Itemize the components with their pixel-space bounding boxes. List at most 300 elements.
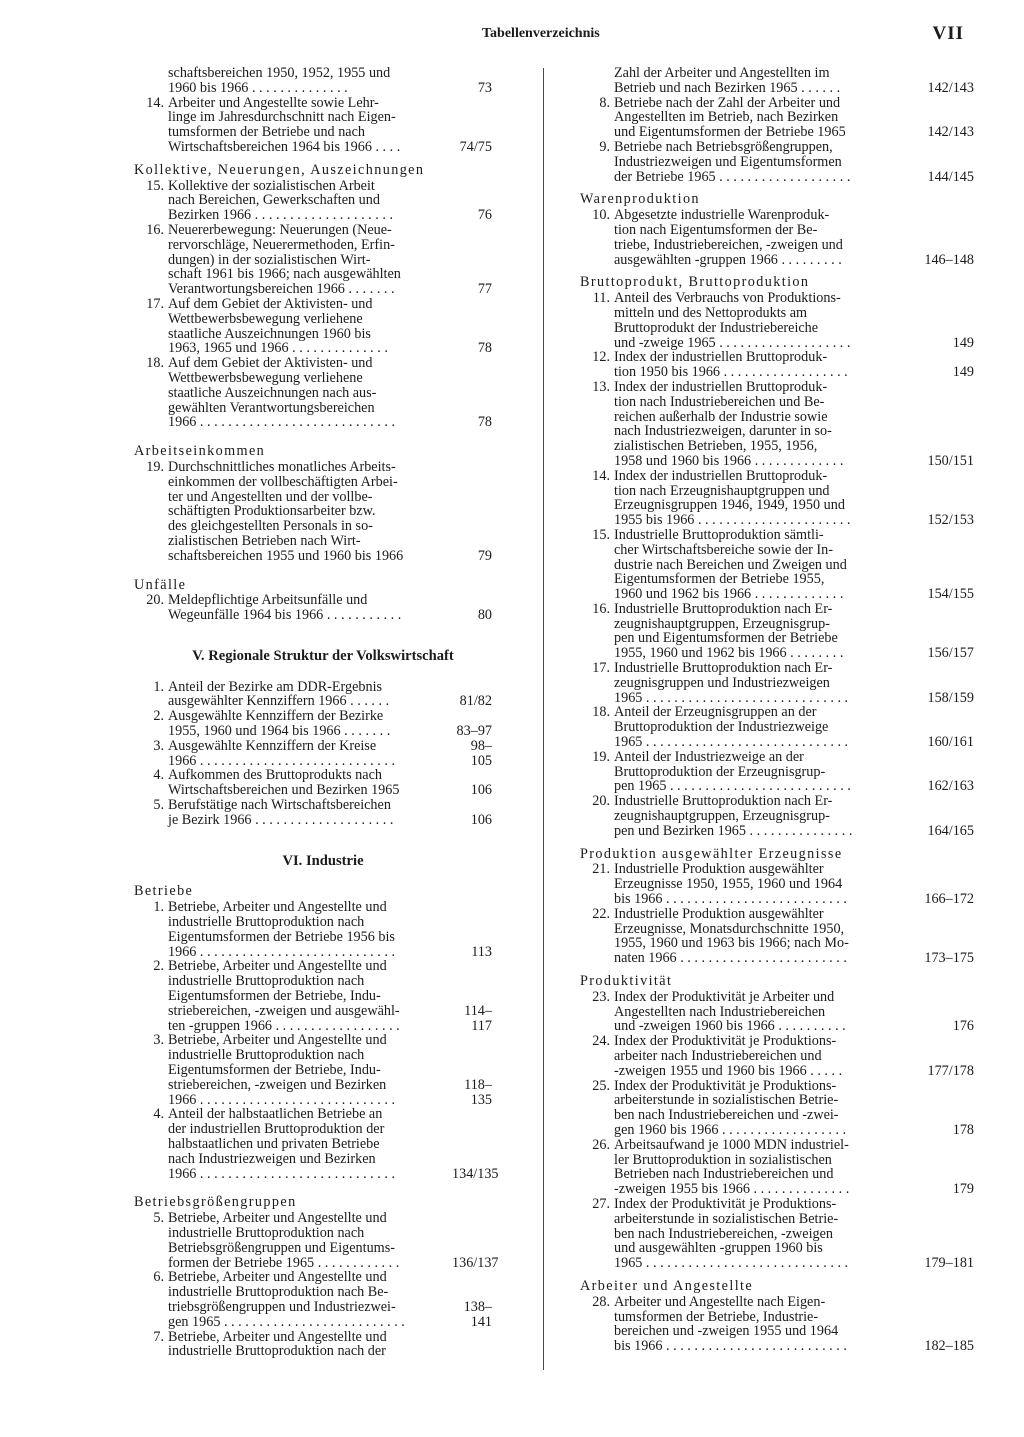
entry-title-line: Industriezweigen und Eigentumsformen [614, 153, 842, 170]
entry-title-line: industrielle Bruttoproduktion nach Be- [168, 1284, 389, 1301]
entry-title-line: reichen außerhalb der Industrie sowie [614, 408, 828, 425]
entry-number: 1. [153, 678, 164, 695]
entry-title-line: ten -gruppen 1966 . . . . . . . . . . . . . . . . . . [168, 1017, 400, 1034]
entry-title-line: Ausgewählte Kennziffern der Kreise [168, 737, 377, 754]
entry-title [614, 1197, 914, 1271]
entry-number: 20. [592, 793, 610, 810]
entry-page-number: 142/143 [927, 79, 974, 96]
entry-title-line: Index der Produktivität je Produktions- [614, 1077, 837, 1094]
entry-title-line: staatliche Auszeichnungen nach aus- [168, 384, 377, 401]
entry-title-line: 1955, 1960 und 1964 bis 1966 . . . . . . . [168, 723, 391, 740]
entry-title [614, 705, 914, 749]
entry-page-number: 164/165 [927, 822, 974, 839]
toc-entry [580, 907, 974, 966]
entry-title-line: tumsformen der Betriebe, Industrie- [614, 1308, 819, 1325]
entry-title-line: Betriebe, Arbeiter und Angestellte und [168, 1032, 387, 1049]
toc-entry [580, 750, 974, 794]
entry-page-number: 77 [477, 281, 492, 298]
entry-title [168, 66, 448, 96]
entry-title-line: Industrielle Produktion ausgewählter [614, 861, 824, 878]
entry-title-line: 1960 bis 1966 . . . . . . . . . . . . . . [168, 79, 348, 96]
entry-title [614, 661, 914, 705]
entry-title-line: tion 1950 bis 1966 . . . . . . . . . . . . . . . . . . [614, 364, 848, 381]
entry-number: 15. [592, 526, 610, 543]
entry-title [614, 602, 914, 661]
entry-number: 2. [153, 958, 164, 975]
entry-title-line: striebereichen, -zweigen und Bezirken [168, 1076, 387, 1093]
entry-title-line: Eigentumsformen der Betriebe, Indu- [168, 988, 381, 1005]
entry-title-line: pen und Bezirken 1965 . . . . . . . . . . . . . . . [614, 822, 853, 839]
entry-title-line: ben nach Industriebereichen, -zweigen [614, 1225, 834, 1242]
entry-page-number: 81/82 [459, 693, 492, 710]
entry-title-line: Arbeiter und Angestellte sowie Lehr- [168, 94, 379, 111]
toc-entry [580, 1079, 974, 1138]
entry-title [614, 291, 914, 350]
entry-title-line: industrielle Bruttoproduktion nach [168, 914, 365, 931]
entry-title [614, 750, 914, 794]
entry-page-number: 182–185 [924, 1338, 974, 1355]
entry-title [614, 350, 914, 380]
entry-title-line: Verantwortungsbereichen 1966 . . . . . . . [168, 281, 395, 298]
entry-number: 9. [599, 138, 610, 155]
entry-title-line: naten 1966 . . . . . . . . . . . . . . . . . . . . . . . . [614, 950, 847, 967]
toc-entry [580, 794, 974, 838]
section-heading: Betriebsgrößengruppen [134, 1194, 297, 1211]
entry-title [168, 1270, 448, 1329]
toc-entry [134, 460, 492, 564]
entry-title-line: Index der Produktivität je Arbeiter und [614, 988, 835, 1005]
entry-page-number: 80 [477, 607, 492, 624]
entry-number: 19. [146, 458, 164, 475]
entry-title [168, 768, 448, 798]
entry-title-line: industrielle Bruttoproduktion nach [168, 973, 365, 990]
entry-page-number: 118–135 [464, 1076, 492, 1108]
entry-title [168, 900, 448, 959]
entry-title [614, 1079, 914, 1138]
entry-title-line: Betriebe, Arbeiter und Angestellte und [168, 1328, 387, 1345]
toc-entry [134, 1210, 499, 1271]
entry-title-line: -zweigen 1955 bis 1966 . . . . . . . . . . . . . . [614, 1181, 850, 1198]
entry-page-number: 166–172 [924, 891, 974, 908]
toc-entry [580, 1197, 974, 1271]
entry-title-line: tion nach Eigentumsformen der Be- [614, 221, 818, 238]
entry-title-line: Durchschnittliches monatliches Arbeits- [168, 458, 396, 475]
entry-title [168, 593, 448, 623]
entry-title-line: Abgesetzte industrielle Warenproduk- [614, 207, 830, 224]
entry-title-line: Industrielle Bruttoproduktion nach Er- [614, 660, 833, 677]
section-heading: Arbeitseinkommen [134, 443, 266, 460]
toc-entry [134, 959, 492, 1033]
entry-title-line: 1965 . . . . . . . . . . . . . . . . . . . . . . . . . . . . . [614, 689, 849, 706]
section-heading: Produktivität [580, 973, 673, 990]
entry-page-number: 149 [952, 364, 974, 381]
entry-title-line: Betrieb und nach Bezirken 1965 . . . . . . [614, 79, 841, 96]
entry-title-line: Anteil der Bezirke am DDR-Ergebnis [168, 678, 383, 695]
entry-title-line: Eigentumsformen der Betriebe 1955, [614, 571, 825, 588]
entry-title-line: zeugnisgruppen und Industriezweigen [614, 674, 830, 691]
entry-number: 14. [146, 94, 164, 111]
entry-number: 7. [153, 1328, 164, 1345]
entry-title-line: Industrielle Bruttoproduktion nach Er- [614, 600, 833, 617]
entry-number: 18. [592, 704, 610, 721]
entry-title-line: striebereichen, -zweigen und ausgewähl- [168, 1002, 400, 1019]
entry-title-line: Anteil des Verbrauchs von Produktions- [614, 290, 841, 307]
entry-title-line: Angestellten im Betrieb, nach Bezirken [614, 109, 839, 126]
entry-title-line: Bruttoproduktion der Industriezweige [614, 719, 829, 736]
entry-title-line: bis 1966 . . . . . . . . . . . . . . . . . . . . . . . . . . [614, 891, 847, 908]
entry-number: 5. [153, 797, 164, 814]
entry-title-line: Arbeiter und Angestellte nach Eigen- [614, 1293, 826, 1310]
toc-entry [580, 469, 974, 528]
toc-entry [134, 680, 492, 710]
entry-page-number: 106 [470, 811, 492, 828]
entry-number: 16. [146, 221, 164, 238]
entry-title-line: Bezirken 1966 . . . . . . . . . . . . . . . . . . . . [168, 207, 394, 224]
entry-title-line: Erzeugnisgruppen 1946, 1949, 1950 und [614, 497, 845, 514]
entry-title-line: 1955, 1960 und 1962 bis 1966 . . . . . . . . [614, 645, 844, 662]
entry-title [614, 469, 914, 528]
entry-number: 5. [153, 1210, 164, 1227]
entry-title-line: triebe, Industriebereichen, -zweigen und [614, 236, 843, 253]
entry-title-line: 1965 . . . . . . . . . . . . . . . . . . . . . . . . . . . . . [614, 734, 849, 751]
entry-title-line: Bruttoprodukt der Industriebereiche [614, 319, 819, 336]
toc-entry [580, 96, 974, 140]
right-column [580, 66, 974, 1354]
entry-page-number: 176 [952, 1018, 974, 1035]
entry-page-number: 154/155 [927, 586, 974, 603]
entry-title [614, 528, 914, 602]
entry-title-line: 1966 . . . . . . . . . . . . . . . . . . . . . . . . . . . . [168, 414, 395, 431]
entry-title [168, 798, 448, 828]
entry-title-line: Industrielle Produktion ausgewählter [614, 905, 824, 922]
entry-page-number: 144/145 [927, 168, 974, 185]
entry-page-number: 173–175 [924, 950, 974, 967]
entry-number: 3. [153, 1032, 164, 1049]
entry-title-line: und -zweigen 1960 bis 1966 . . . . . . . . . . [614, 1018, 846, 1035]
entry-page-number: 178 [952, 1121, 974, 1138]
entry-page-number: 162/163 [927, 778, 974, 795]
entry-title-line: Kollektive der sozialistischen Arbeit [168, 177, 375, 194]
entry-title-line: und ausgewählten -gruppen 1960 bis [614, 1240, 823, 1257]
entry-title-line: dungen) in der sozialistischen Wirt- [168, 251, 371, 268]
entry-title-line: pen 1965 . . . . . . . . . . . . . . . . . . . . . . . . . . [614, 778, 851, 795]
entry-title-line: Industrielle Bruttoproduktion sämtli- [614, 526, 824, 543]
entry-title-line: formen der Betriebe 1965 . . . . . . . . . . . . [168, 1254, 400, 1271]
entry-title-line: arbeiter nach Industriebereichen und [614, 1048, 822, 1064]
entry-title [168, 680, 448, 710]
entry-title-line: Betriebe, Arbeiter und Angestellte und [168, 899, 387, 916]
entry-number: 4. [153, 767, 164, 784]
toc-entry [134, 1270, 492, 1329]
entry-title [614, 794, 914, 838]
entry-page-number: 158/159 [927, 689, 974, 706]
entry-title-line: Angestellten nach Industriebereichen [614, 1003, 826, 1020]
toc-entry [580, 705, 974, 749]
entry-page-number: 78 [477, 340, 492, 357]
entry-number: 17. [146, 295, 164, 312]
entry-title [168, 1033, 448, 1107]
entry-title-line: Auf dem Gebiet der Aktivisten- und [168, 355, 373, 372]
entry-page-number: 73 [477, 79, 492, 96]
entry-title-line: zeugnishauptgruppen, Erzeugnisgrup- [614, 615, 830, 632]
entry-title-line: zeugnishauptgruppen, Erzeugnisgrup- [614, 808, 830, 825]
toc-entry [134, 356, 492, 430]
entry-title-line: Bruttoproduktion der Erzeugnisgrup- [614, 763, 826, 780]
toc-entry [580, 661, 974, 705]
entry-title-line: nach Bereichen, Gewerkschaften und [168, 192, 380, 209]
entry-title-line: Erzeugnisse 1950, 1955, 1960 und 1964 [614, 876, 843, 893]
entry-title [614, 1138, 914, 1197]
entry-title [168, 1211, 448, 1270]
entry-title-line: linge im Jahresdurchschnitt nach Eigen- [168, 109, 396, 126]
entry-title-line: gewählten Verantwortungsbereichen [168, 399, 375, 416]
entry-title-line: Industrielle Bruttoproduktion nach Er- [614, 793, 833, 810]
entry-title-line: tion nach Industriebereichen und Be- [614, 393, 825, 410]
entry-title-line: staatliche Auszeichnungen 1960 bis [168, 325, 371, 342]
entry-number: 27. [592, 1195, 610, 1212]
entry-title-line: Berufstätige nach Wirtschaftsbereichen [168, 797, 391, 814]
entry-title-line: nach Industriezweigen und Bezirken [168, 1150, 376, 1167]
entry-title-line: Wirtschaftsbereichen und Bezirken 1965 [168, 782, 400, 799]
entry-title-line: Arbeitsaufwand je 1000 MDN industriel- [614, 1136, 849, 1153]
entry-title-line: dustrie nach Bereichen und Zweigen und [614, 556, 847, 573]
entry-title-line: Betriebsgrößengruppen und Eigentums- [168, 1239, 395, 1256]
page-number: VII [932, 23, 964, 44]
entry-title-line: 1965 . . . . . . . . . . . . . . . . . . . . . . . . . . . . . [614, 1255, 849, 1272]
toc-entry [134, 1330, 492, 1360]
entry-page-number: 74/75 [459, 138, 492, 155]
entry-title-line: Wettbewerbsbewegung verliehene [168, 369, 363, 386]
entry-number: 1. [153, 899, 164, 916]
entry-title [168, 1330, 448, 1360]
toc-entry [580, 1295, 974, 1354]
entry-title-line: und Eigentumsformen der Betriebe 1965 [614, 124, 846, 141]
entry-title-line: nach Industriezweigen, darunter in so- [614, 423, 832, 440]
section-heading: Bruttoprodukt, Bruttoproduktion [580, 274, 810, 291]
toc-entry [134, 593, 492, 623]
toc-entry [580, 1138, 974, 1197]
toc-entry [580, 140, 974, 184]
entry-page-number: 150/151 [927, 452, 974, 469]
entry-title-line: Index der Produktivität je Produktions- [614, 1195, 837, 1212]
entry-title [614, 208, 914, 267]
entry-title-line: ausgewählter Kennziffern 1966 . . . . . . [168, 693, 390, 710]
entry-title-line: Index der industriellen Bruttoproduk- [614, 467, 828, 484]
entry-title [168, 959, 448, 1033]
entry-title [614, 1034, 914, 1078]
entry-page-number: 160/161 [927, 734, 974, 751]
entry-title [614, 907, 914, 966]
toc-entry [580, 1034, 974, 1078]
entry-title [168, 460, 448, 564]
toc-entry [134, 96, 492, 155]
entry-number: 6. [153, 1269, 164, 1286]
entry-page-number: 177/178 [927, 1062, 974, 1079]
entry-title-line: 1966 . . . . . . . . . . . . . . . . . . . . . . . . . . . . [168, 943, 395, 960]
entry-title-line: schaftsbereichen 1955 und 1960 bis 1966 [168, 547, 404, 564]
entry-title-line: ler Bruttoproduktion in sozialistischen [614, 1151, 832, 1168]
toc-entry [134, 900, 492, 959]
page-header [0, 23, 1024, 48]
entry-title-line: industrielle Bruttoproduktion nach [168, 1047, 365, 1064]
entry-page-number: 156/157 [927, 645, 974, 662]
entry-number: 11. [592, 290, 610, 307]
entry-number: 21. [592, 861, 610, 878]
entry-title [614, 862, 914, 906]
toc-entry [134, 223, 492, 297]
entry-page-number: 76 [477, 207, 492, 224]
entry-title-line: industrielle Bruttoproduktion nach der [168, 1343, 386, 1360]
entry-title-line: Meldepflichtige Arbeitsunfälle und [168, 592, 368, 609]
entry-title-line: Anteil der Erzeugnisgruppen an der [614, 704, 817, 721]
entry-title-line: Auf dem Gebiet der Aktivisten- und [168, 295, 373, 312]
entry-title-line: Zahl der Arbeiter und Angestellten im [614, 65, 830, 81]
entry-page-number: 98–105 [470, 737, 492, 769]
entry-title [168, 297, 448, 356]
left-column [134, 65, 499, 1360]
toc-entry [134, 739, 492, 769]
entry-title [614, 380, 914, 469]
entry-title-line: und -zweige 1965 . . . . . . . . . . . . . . . . . . . [614, 334, 851, 351]
section-heading: Unfälle [134, 576, 187, 593]
entry-number: 3. [153, 737, 164, 754]
entry-title [614, 1295, 914, 1354]
entry-page-number: 113 [471, 943, 492, 960]
entry-title-line: ausgewählten -gruppen 1966 . . . . . . . . . [614, 251, 842, 268]
toc-entry [134, 179, 492, 223]
toc-entry [134, 66, 492, 96]
entry-title-line: des gleichgestellten Personals in so- [168, 518, 373, 535]
entry-title-line: ter und Angestellten und der vollbe- [168, 488, 373, 505]
entry-title-line: Wegeunfälle 1964 bis 1966 . . . . . . . . . . . [168, 607, 402, 624]
entry-title-line: tumsformen der Betriebe und nach [168, 124, 365, 141]
entry-title-line: 1955 bis 1966 . . . . . . . . . . . . . . . . . . . . . . [614, 512, 851, 529]
entry-title-line: Wirtschaftsbereichen 1964 bis 1966 . . . . [168, 138, 401, 155]
entry-title-line: pen und Eigentumsformen der Betriebe [614, 630, 838, 647]
entry-page-number: 142/143 [927, 124, 974, 141]
entry-title-line: je Bezirk 1966 . . . . . . . . . . . . . . . . . . . . [168, 811, 394, 828]
section-heading: Produktion ausgewählter Erzeugnisse [580, 845, 843, 862]
entry-title-line: cher Wirtschaftsbereiche sowie der In- [614, 541, 833, 558]
entry-title-line: zialistischen Betrieben, 1955, 1956, [614, 438, 818, 455]
entry-number: 16. [592, 600, 610, 617]
entry-title-line: Anteil der halbstaatlichen Betriebe an [168, 1106, 383, 1123]
entry-number: 23. [592, 988, 610, 1005]
chapter-heading: V. Regionale Struktur der Volkswirtschaft [192, 647, 454, 664]
entry-title-line: Index der Produktivität je Produktions- [614, 1033, 837, 1050]
entry-title-line: 1966 . . . . . . . . . . . . . . . . . . . . . . . . . . . . [168, 1091, 395, 1108]
section-heading: Warenproduktion [580, 191, 700, 208]
entry-title-line: Eigentumsformen der Betriebe, Indu- [168, 1062, 381, 1079]
entry-title [614, 66, 914, 96]
entry-page-number: 78 [477, 414, 492, 431]
entry-title [168, 709, 448, 739]
entry-title-line: gen 1960 bis 1966 . . . . . . . . . . . . . . . . . . [614, 1121, 847, 1138]
entry-title-line: industrielle Bruttoproduktion nach [168, 1224, 365, 1241]
entry-page-number: 134/135 [452, 1165, 499, 1182]
entry-number: 22. [592, 905, 610, 922]
toc-entry [580, 380, 974, 469]
entry-number: 25. [592, 1077, 610, 1094]
entry-number: 26. [592, 1136, 610, 1153]
entry-title-line: Erzeugnisse, Monatsdurchschnitte 1950, [614, 920, 845, 937]
entry-number: 20. [146, 592, 164, 609]
entry-title-line: Betriebe nach der Zahl der Arbeiter und [614, 94, 841, 111]
entry-page-number: 83–97 [456, 723, 492, 740]
entry-number: 18. [146, 355, 164, 372]
entry-title-line: Aufkommen des Bruttoprodukts nach [168, 767, 382, 784]
toc-entry [580, 990, 974, 1034]
entry-title [168, 739, 448, 769]
entry-number: 8. [599, 94, 610, 111]
entry-title-line: arbeiterstunde in sozialistischen Betrie- [614, 1092, 839, 1109]
entry-title-line: 1955, 1960 und 1963 bis 1966; nach Mo- [614, 935, 849, 952]
entry-title-line: Betriebe, Arbeiter und Angestellte und [168, 1269, 387, 1286]
entry-title-line: -zweigen 1955 und 1960 bis 1966 . . . . . [614, 1062, 843, 1079]
entry-title-line: 1966 . . . . . . . . . . . . . . . . . . . . . . . . . . . . [168, 752, 395, 769]
toc-entry [580, 862, 974, 906]
entry-page-number: 106 [470, 782, 492, 799]
entry-title-line: gen 1965 . . . . . . . . . . . . . . . . . . . . . . . . . . [168, 1313, 405, 1330]
entry-title-line: arbeiterstunde in sozialistischen Betrie- [614, 1210, 839, 1227]
entry-title-line: 1960 und 1962 bis 1966 . . . . . . . . . . . . . [614, 586, 844, 603]
entry-title-line: Neuererbewegung: Neuerungen (Neue- [168, 221, 392, 238]
entry-title [614, 140, 914, 184]
entry-number: 2. [153, 708, 164, 725]
entry-title-line: bereichen und -zweigen 1955 und 1964 [614, 1323, 839, 1340]
entry-title-line: bis 1966 . . . . . . . . . . . . . . . . . . . . . . . . . . [614, 1338, 847, 1355]
toc-entry [134, 798, 492, 828]
entry-page-number: 179–181 [924, 1255, 974, 1272]
entry-title [168, 179, 448, 223]
entry-page-number: 79 [477, 547, 492, 564]
chapter-heading: VI. Industrie [282, 852, 364, 869]
entry-title-line: Eigentumsformen der Betriebe 1956 bis [168, 928, 395, 945]
entry-title [168, 96, 448, 155]
entry-number: 10. [592, 207, 610, 224]
entry-title-line: Betriebe, Arbeiter und Angestellte und [168, 958, 387, 975]
toc-entry [134, 297, 492, 356]
section-heading: Arbeiter und Angestellte [580, 1277, 754, 1294]
entry-number: 17. [592, 660, 610, 677]
entry-title [168, 1107, 448, 1181]
entry-page-number: 152/153 [927, 512, 974, 529]
entry-number: 4. [153, 1106, 164, 1123]
entry-title-line: Wettbewerbsbewegung verliehene [168, 310, 363, 327]
entry-title-line: Anteil der Industriezweige an der [614, 748, 804, 765]
entry-title [614, 990, 914, 1034]
toc-entry [134, 768, 492, 798]
entry-title [168, 223, 448, 297]
section-heading: Betriebe [134, 883, 194, 900]
toc-entry [580, 528, 974, 602]
entry-title-line: schaft 1961 bis 1966; nach ausgewählten [168, 266, 401, 283]
entry-number: 28. [592, 1293, 610, 1310]
toc-entry [580, 66, 974, 96]
entry-page-number: 146–148 [924, 251, 974, 268]
entry-title-line: tion nach Erzeugnishauptgruppen und [614, 482, 830, 499]
entry-number: 14. [592, 467, 610, 484]
entry-title-line: der Betriebe 1965 . . . . . . . . . . . . . . . . . . . [614, 168, 851, 185]
entry-number: 24. [592, 1033, 610, 1050]
entry-title-line: schaftsbereichen 1950, 1952, 1955 und [168, 65, 391, 81]
entry-title-line: ben nach Industriebereichen und -zwei- [614, 1107, 839, 1124]
entry-page-number: 136/137 [452, 1254, 499, 1271]
entry-page-number: 179 [952, 1181, 974, 1198]
entry-title-line: Ausgewählte Kennziffern der Bezirke [168, 708, 384, 725]
entry-title-line: halbstaatlichen und privaten Betriebe [168, 1136, 380, 1152]
entry-title-line: 1958 und 1960 bis 1966 . . . . . . . . . . . . . [614, 452, 844, 469]
